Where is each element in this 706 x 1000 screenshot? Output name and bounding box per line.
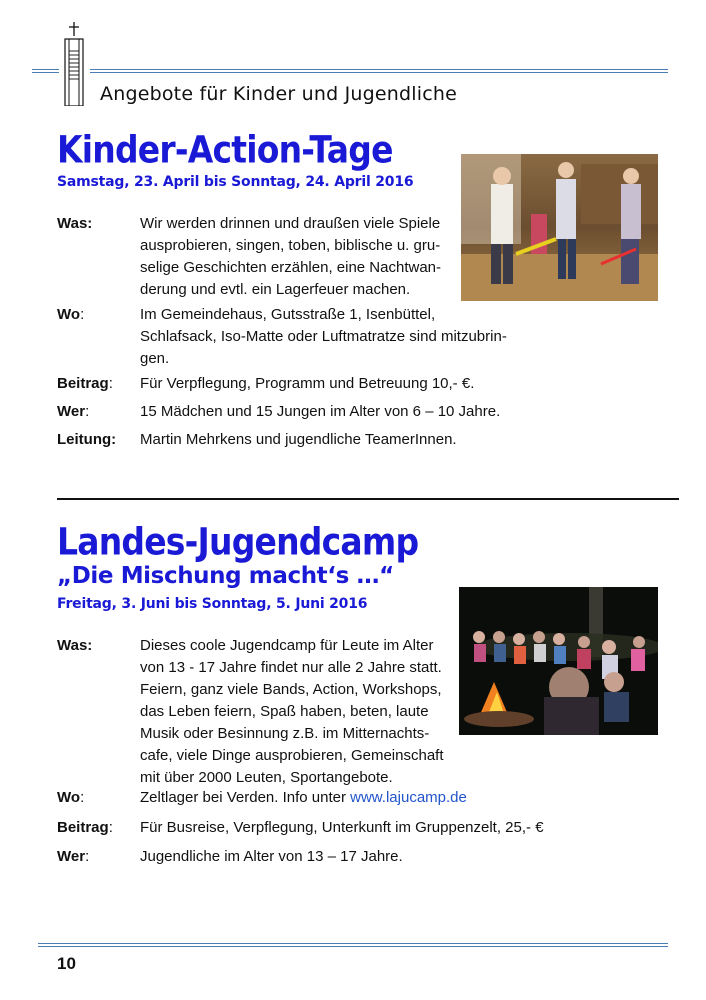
value-line: Schlafsack, Iso-Matte oder Luftmatratze sind mitzubrin- [140, 328, 507, 345]
row-value [140, 429, 457, 451]
row-value [140, 401, 500, 423]
event2-subtitle: „Die Mischung macht‘s …“ [57, 563, 394, 589]
section-title: Angebote für Kinder und Jugendliche [100, 83, 458, 105]
footer-rule [38, 943, 668, 944]
row-label: Wo: [57, 789, 85, 806]
row-value [140, 846, 403, 868]
value-line: Martin Mehrkens und jugendliche TeamerInnen. [140, 431, 457, 448]
row-value [140, 373, 474, 395]
lajucamp-link[interactable]: www.lajucamp.de [350, 789, 467, 806]
row-value [140, 787, 467, 809]
row-value [140, 817, 544, 839]
value-line: 15 Mädchen und 15 Jungen im Alter von 6 – 10 Jahre. [140, 403, 501, 420]
event1-photo [461, 154, 658, 301]
value-line: gen. [140, 350, 170, 367]
row-label: Wer: [57, 848, 90, 865]
value-line: Für Verpflegung, Programm und Betreuung 10,- €. [140, 375, 475, 392]
value-line: Dieses coole Jugendcamp für Leute im Alter [140, 637, 434, 654]
value-line: Für Busreise, Verpflegung, Unterkunft im Gruppenzelt, 25,- € [140, 819, 544, 836]
event2-photo [459, 587, 658, 735]
event1-title: Kinder-Action-Tage [57, 128, 393, 172]
header-rule-left-2 [32, 72, 59, 73]
row-label: Leitung: [57, 431, 117, 448]
footer-rule-2 [38, 946, 668, 947]
row-value [140, 213, 441, 301]
church-tower-logo-icon [60, 22, 88, 106]
section-divider [57, 498, 679, 500]
value-line: Feiern, ganz viele Bands, Action, Workshops, [140, 681, 442, 698]
value-line: das Leben feiern, Spaß haben, beten, laute [140, 703, 429, 720]
event2-title: Landes-Jugendcamp [57, 520, 419, 564]
header-rule-left [32, 69, 59, 70]
value-line: Im Gemeindehaus, Gutsstraße 1, Isenbüttel, [140, 306, 436, 323]
row-label: Beitrag: [57, 819, 113, 836]
row-label: Was: [57, 637, 93, 654]
value-line: Jugendliche im Alter von 13 – 17 Jahre. [140, 848, 403, 865]
value-line: cafe, viele Dinge ausprobieren, Gemeinschaft [140, 747, 444, 764]
value-line: Musik oder Besinnung z.B. im Mitternachts- [140, 725, 430, 742]
event2-date: Freitag, 3. Juni bis Sonntag, 5. Juni 2016 [57, 596, 368, 612]
row-label: Beitrag: [57, 375, 113, 392]
row-label: Wer: [57, 403, 90, 420]
value-line: Wir werden drinnen und draußen viele Spiele [140, 215, 441, 232]
header-rule-right [90, 69, 668, 70]
row-label: Was: [57, 215, 93, 232]
row-value [140, 304, 507, 370]
value-line: derung und evtl. ein Lagerfeuer machen. [140, 281, 411, 298]
value-line: ausprobieren, singen, toben, biblische u. gru- [140, 237, 441, 254]
value-line: von 13 - 17 Jahre findet nur alle 2 Jahre statt. [140, 659, 442, 676]
value-line: selige Geschichten erzählen, eine Nachtwan- [140, 259, 442, 276]
row-value [140, 635, 444, 789]
event1-date: Samstag, 23. April bis Sonntag, 24. April 2016 [57, 174, 414, 190]
row-label: Wo: [57, 306, 85, 323]
header-rule-right-2 [90, 72, 668, 73]
value-line: mit über 2000 Leuten, Sportangebote. [140, 769, 393, 786]
page-number: 10 [57, 954, 76, 973]
value-text: Zeltlager bei Verden. Info unter [140, 789, 351, 806]
